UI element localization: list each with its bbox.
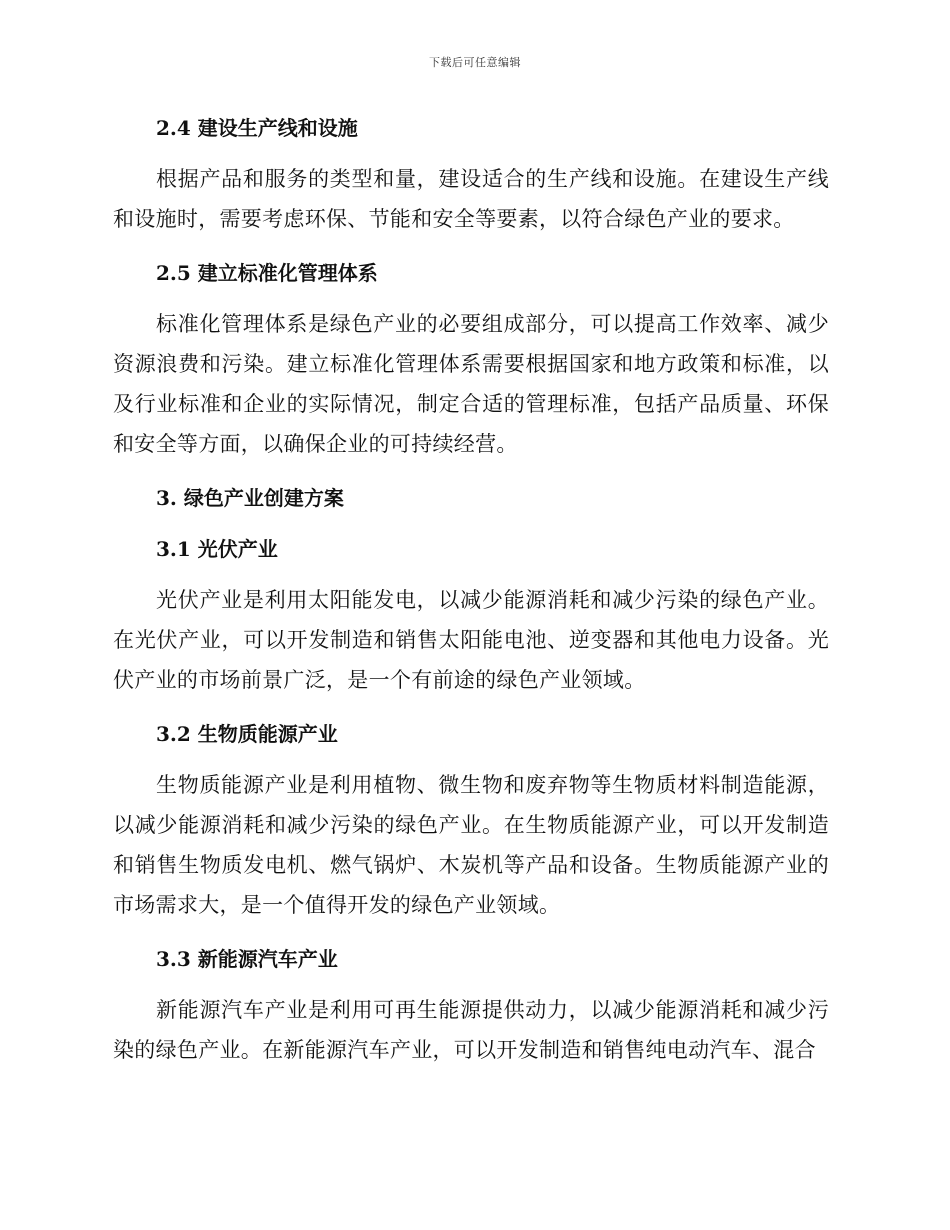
section-heading-3-3: 3.3 新能源汽车产业 xyxy=(156,947,338,971)
paragraph-standardization: 标准化管理体系是绿色产业的必要组成部分，可以提高工作效率、减少资源浪费和污染。建立标准化管理体系需要根据国家和地方政策和标准，以及行业标准和企业的实际情况，制定合适的管理标准，包括产品质量、环保和安全等方面，以确保企业的可持续经营。 xyxy=(113,312,829,456)
section-heading-2-5: 2.5 建立标准化管理体系 xyxy=(156,261,378,285)
section-heading-2-4: 2.4 建设生产线和设施 xyxy=(156,116,358,140)
paragraph-production-lines: 根据产品和服务的类型和量，建设适合的生产线和设施。在建设生产线和设施时，需要考虑环保、节能和安全等要素，以符合绿色产业的要求。 xyxy=(113,167,829,231)
section-heading-3-2: 3.2 生物质能源产业 xyxy=(156,722,338,746)
document-body xyxy=(113,108,829,1084)
paragraph-biomass: 生物质能源产业是利用植物、微生物和废弃物等生物质材料制造能源，以减少能源消耗和减少污染的绿色产业。在生物质能源产业，可以开发制造和销售生物质发电机、燃气锅炉、木炭机等产品和设备。生物质能源产业的市场需求大，是一个值得开发的绿色产业领域。 xyxy=(113,773,829,917)
page-header: 下载后可任意编辑 xyxy=(429,56,521,69)
section-heading-3-1: 3.1 光伏产业 xyxy=(156,537,278,561)
paragraph-photovoltaic: 光伏产业是利用太阳能发电，以减少能源消耗和减少污染的绿色产业。在光伏产业，可以开发制造和销售太阳能电池、逆变器和其他电力设备。光伏产业的市场前景广泛，是一个有前途的绿色产业领域。 xyxy=(113,588,829,692)
paragraph-new-energy-vehicles: 新能源汽车产业是利用可再生能源提供动力，以减少能源消耗和减少污染的绿色产业。在新能源汽车产业，可以开发制造和销售纯电动汽车、混合 xyxy=(113,998,829,1062)
section-heading-3: 3. 绿色产业创建方案 xyxy=(156,486,344,510)
